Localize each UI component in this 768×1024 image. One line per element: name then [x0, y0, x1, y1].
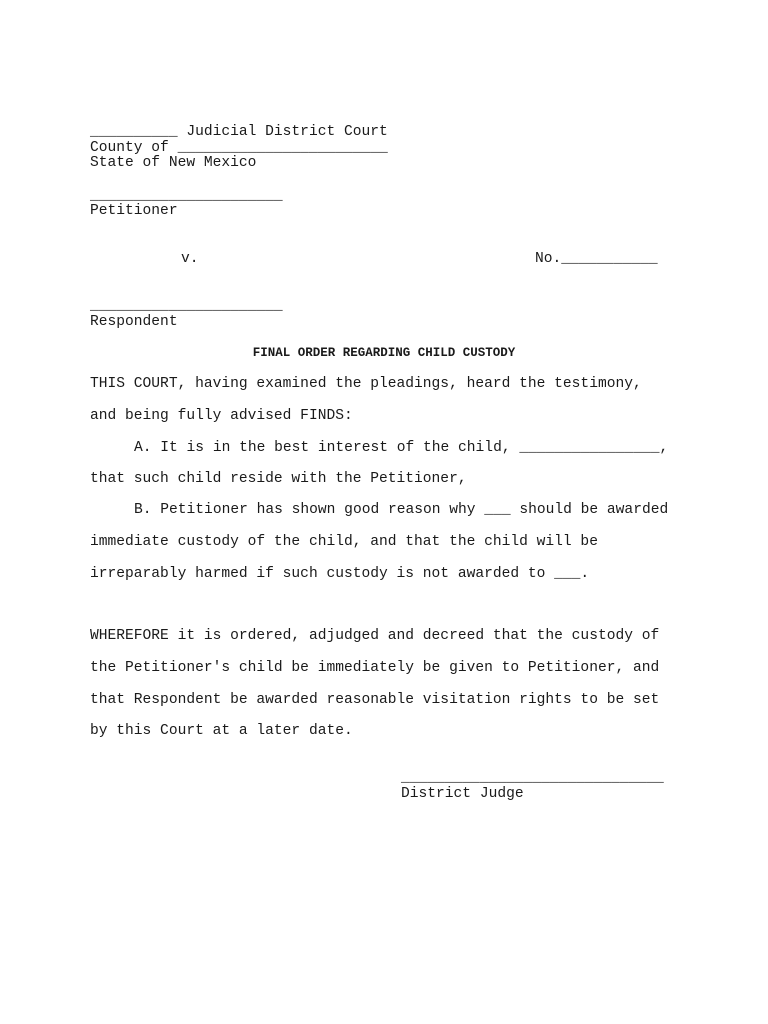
- respondent-blank: ______________________: [90, 298, 283, 314]
- document-title: FINAL ORDER REGARDING CHILD CUSTODY: [252, 346, 516, 360]
- findings-line-2: and being fully advised FINDS:: [90, 408, 353, 424]
- finding-b-line-3: irreparably harmed if such custody is not awarded to ___.: [90, 566, 590, 582]
- case-number: No.___________: [535, 251, 658, 267]
- county-line: County of ________________________: [90, 140, 388, 156]
- order-line-4: by this Court at a later date.: [90, 723, 353, 739]
- respondent-label: Respondent: [90, 314, 178, 330]
- finding-b-line-2: immediate custody of the child, and that the child will be: [90, 534, 598, 550]
- court-line: __________ Judicial District Court: [90, 124, 388, 140]
- finding-a-line-2: that such child reside with the Petitioner,: [90, 471, 467, 487]
- petitioner-blank: ______________________: [90, 188, 283, 204]
- petitioner-label: Petitioner: [90, 203, 178, 219]
- finding-a-line-1: A. It is in the best interest of the child, ________________,: [134, 440, 669, 456]
- versus-label: v.: [181, 251, 199, 267]
- order-line-3: that Respondent be awarded reasonable visitation rights to be set: [90, 692, 660, 708]
- state-line: State of New Mexico: [90, 155, 257, 171]
- order-line-1: WHEREFORE it is ordered, adjudged and decreed that the custody of: [90, 628, 660, 644]
- findings-line-1: THIS COURT, having examined the pleadings, heard the testimony,: [90, 376, 642, 392]
- judge-signature-line: ______________________________: [401, 770, 664, 786]
- order-line-2: the Petitioner's child be immediately be given to Petitioner, and: [90, 660, 660, 676]
- judge-signature-label: District Judge: [401, 786, 524, 802]
- finding-b-line-1: B. Petitioner has shown good reason why ___ should be awarded: [134, 502, 669, 518]
